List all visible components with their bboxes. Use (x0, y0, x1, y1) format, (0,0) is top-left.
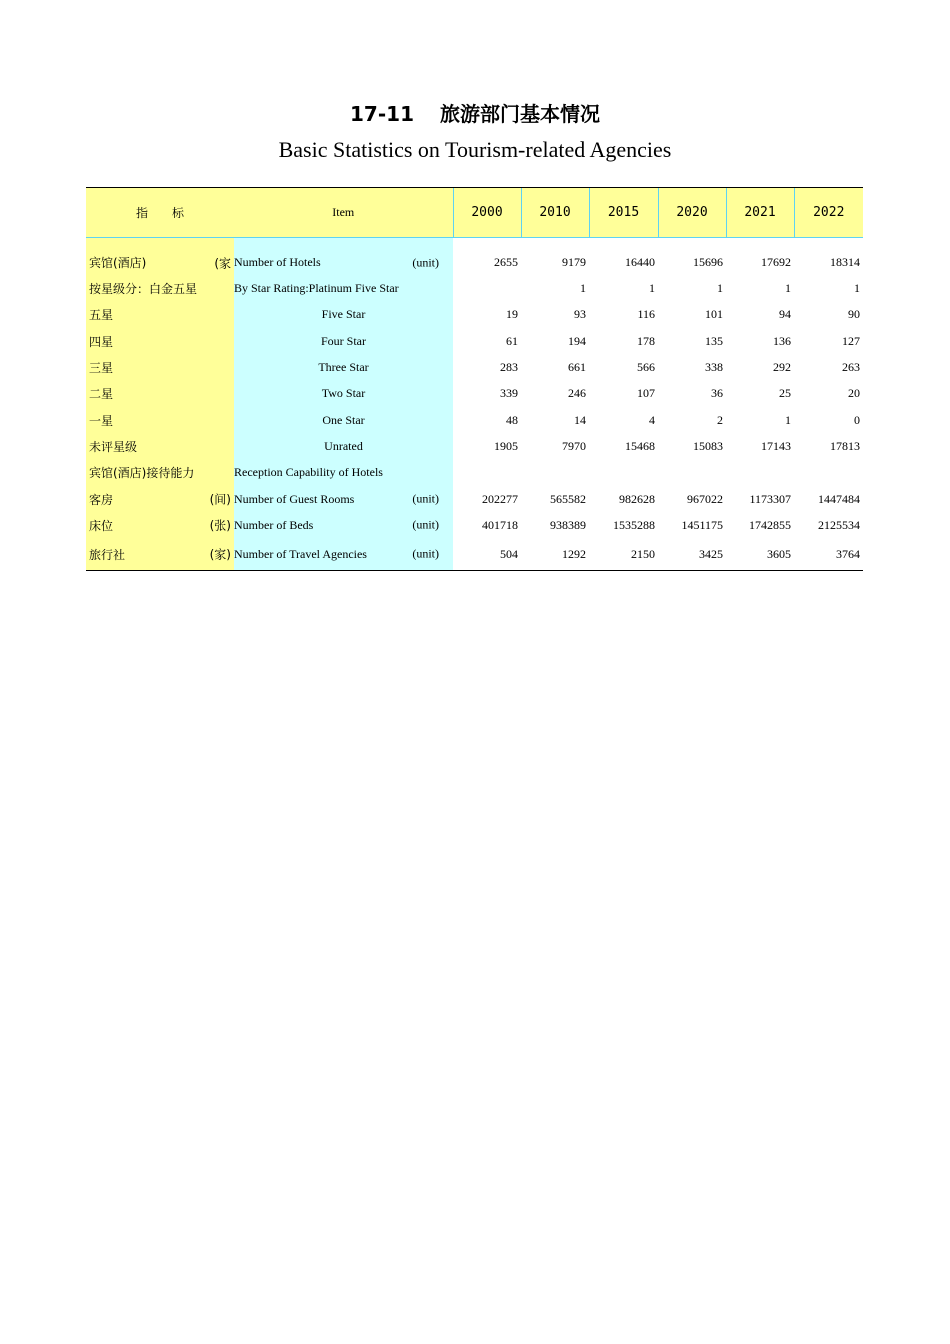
row-label-en: Number of Travel Agencies (unit) (234, 538, 453, 570)
cell: 9179 (562, 255, 586, 270)
row-label-en: One Star (234, 407, 453, 433)
table-row (86, 238, 863, 276)
table-title-zh-text: 旅游部门基本情况 (439, 102, 600, 126)
row-label-en: Two Star (234, 381, 453, 407)
cell: 1 (717, 281, 723, 296)
cell: 967022 (687, 491, 723, 506)
cell: 1742855 (749, 517, 791, 532)
table-row (86, 302, 863, 328)
cell: 982628 (619, 491, 655, 506)
cell: 263 (842, 360, 860, 375)
cell: 93 (574, 307, 586, 322)
cell: 246 (568, 386, 586, 401)
cell: 127 (842, 333, 860, 348)
table-row (86, 381, 863, 407)
cell: 1 (649, 281, 655, 296)
row-label-zh: 四星 (86, 328, 234, 354)
row-label-en: Number of Hotels (unit) (234, 238, 453, 276)
cell: 1 (580, 281, 586, 296)
cell: 16440 (625, 255, 655, 270)
cell: 94 (779, 307, 791, 322)
cell (794, 460, 863, 486)
cell: 116 (637, 307, 655, 322)
cell: 339 (500, 386, 518, 401)
row-label-en: Five Star (234, 302, 453, 328)
cell: 292 (773, 360, 791, 375)
row-label-zh: 三星 (86, 354, 234, 380)
row-label-zh: 宾馆(酒店) (家 (86, 238, 234, 276)
row-label-zh: 一星 (86, 407, 234, 433)
cell: 7970 (562, 438, 586, 453)
row-label-zh: 按星级分：白金五星 (86, 276, 234, 302)
cell: 194 (568, 333, 586, 348)
cell: 0 (854, 412, 860, 427)
cell: 1451175 (681, 517, 723, 532)
table-number: 17-11 (350, 102, 414, 126)
cell: 938389 (550, 517, 586, 532)
cell: 19 (506, 307, 518, 322)
table-row (86, 354, 863, 380)
cell (658, 460, 726, 486)
cell: 1 (854, 281, 860, 296)
table-row (86, 486, 863, 512)
header-item-zh (86, 188, 234, 238)
header-item-zh-1: 指 (135, 206, 148, 220)
row-label-en: By Star Rating:Platinum Five Star (234, 276, 453, 302)
table-row (86, 433, 863, 459)
header-item-zh-2: 标 (172, 206, 185, 220)
cell: 136 (773, 333, 791, 348)
row-label-en: Number of Beds (unit) (234, 512, 453, 538)
header-year: 2020 (658, 188, 726, 238)
header-year: 2000 (453, 188, 521, 238)
cell: 90 (848, 307, 860, 322)
table-row (86, 407, 863, 433)
table-title-zh (0, 98, 950, 127)
cell (453, 460, 521, 486)
statistics-table (86, 187, 863, 571)
cell: 1 (785, 281, 791, 296)
header-year: 2021 (726, 188, 794, 238)
cell: 202277 (482, 491, 518, 506)
cell (453, 276, 521, 302)
header-year: 2010 (521, 188, 589, 238)
cell: 17813 (830, 438, 860, 453)
cell: 565582 (550, 491, 586, 506)
cell: 1 (785, 412, 791, 427)
header-year: 2015 (589, 188, 658, 238)
row-label-zh: 未评星级 (86, 433, 234, 459)
header-row (86, 188, 863, 238)
table-row (86, 276, 863, 302)
cell: 504 (453, 538, 521, 570)
cell: 2 (717, 412, 723, 427)
cell: 15083 (693, 438, 723, 453)
row-label-en: Unrated (234, 433, 453, 459)
cell: 36 (711, 386, 723, 401)
cell: 283 (500, 360, 518, 375)
cell: 101 (705, 307, 723, 322)
cell: 15696 (693, 255, 723, 270)
cell: 3425 (658, 538, 726, 570)
cell: 1447484 (818, 491, 860, 506)
header-year: 2022 (794, 188, 863, 238)
header-item-en: Item (234, 188, 453, 238)
row-label-zh: 旅行社 (家) (86, 538, 234, 570)
cell: 17692 (761, 255, 791, 270)
table-row (86, 538, 863, 570)
cell: 661 (568, 360, 586, 375)
table-title-en: Basic Statistics on Tourism-related Agencies (278, 137, 672, 162)
table-row (86, 460, 863, 486)
cell: 2655 (494, 255, 518, 270)
row-label-en: Three Star (234, 354, 453, 380)
cell: 17143 (761, 438, 791, 453)
cell: 338 (705, 360, 723, 375)
cell: 566 (637, 360, 655, 375)
cell: 15468 (625, 438, 655, 453)
cell: 1292 (521, 538, 589, 570)
cell (521, 460, 589, 486)
row-label-zh: 床位 (张) (86, 512, 234, 538)
cell: 25 (779, 386, 791, 401)
table-row (86, 328, 863, 354)
cell: 20 (848, 386, 860, 401)
row-label-zh: 五星 (86, 302, 234, 328)
table-row (86, 512, 863, 538)
cell (589, 460, 658, 486)
cell: 1905 (494, 438, 518, 453)
cell: 401718 (482, 517, 518, 532)
row-label-zh: 宾馆(酒店)接待能力 (86, 460, 234, 486)
cell: 18314 (830, 255, 860, 270)
cell: 1535288 (613, 517, 655, 532)
cell: 2150 (589, 538, 658, 570)
cell: 14 (574, 412, 586, 427)
row-label-en: Reception Capability of Hotels (234, 460, 453, 486)
row-label-en: Number of Guest Rooms (unit) (234, 486, 453, 512)
cell: 4 (649, 412, 655, 427)
row-label-zh: 二星 (86, 381, 234, 407)
cell: 3764 (794, 538, 863, 570)
cell: 2125534 (818, 517, 860, 532)
row-label-en: Four Star (234, 328, 453, 354)
cell: 3605 (726, 538, 794, 570)
cell: 61 (506, 333, 518, 348)
cell: 107 (637, 386, 655, 401)
cell: 1173307 (749, 491, 791, 506)
cell: 48 (506, 412, 518, 427)
cell (726, 460, 794, 486)
row-label-zh: 客房 (间) (86, 486, 234, 512)
cell: 135 (705, 333, 723, 348)
cell: 178 (637, 333, 655, 348)
